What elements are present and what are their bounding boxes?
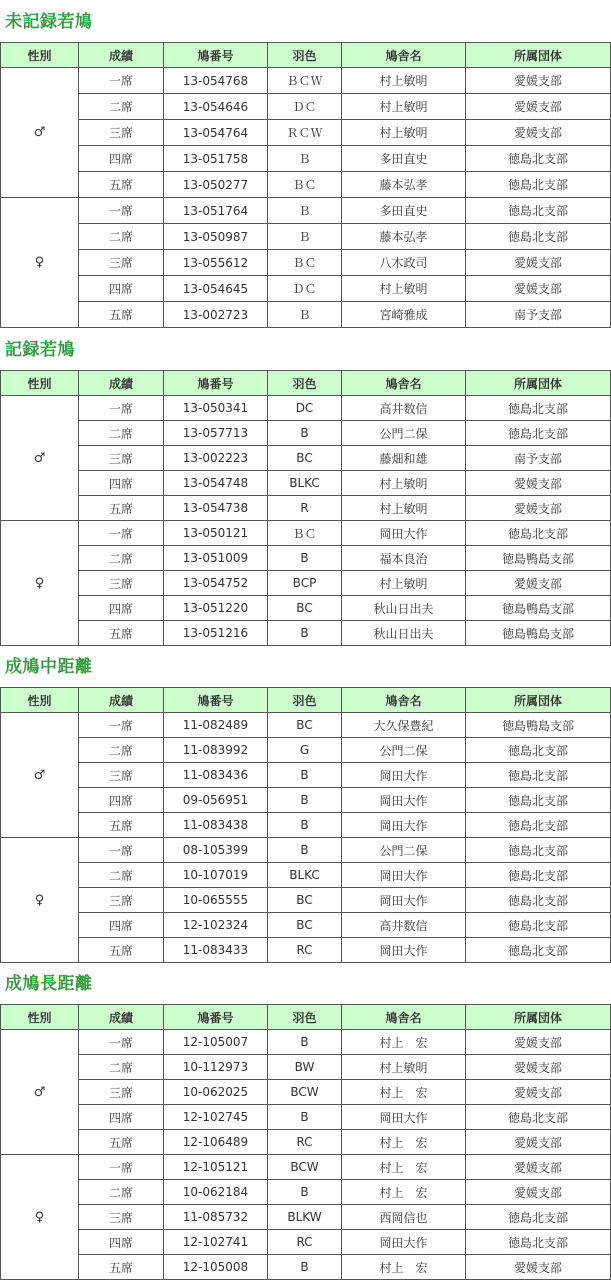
table-row — [1, 938, 611, 963]
column-header: 性別 — [1, 43, 79, 68]
band-number-cell: 12-102741 — [164, 1230, 268, 1255]
club-cell: 徳島北支部 — [466, 198, 611, 224]
color-cell: B — [268, 1180, 342, 1205]
color-cell: RC — [268, 1130, 342, 1155]
club-cell: 徳島北支部 — [466, 146, 611, 172]
column-header: 所属団体 — [466, 371, 611, 396]
club-cell: 愛媛支部 — [466, 1255, 611, 1280]
loft-name-cell: 福本良治 — [342, 546, 466, 571]
section-title: 記録若鳩 — [5, 340, 75, 360]
club-cell: 愛媛支部 — [466, 1180, 611, 1205]
color-cell: ＢＣ — [268, 250, 342, 276]
club-cell: 愛媛支部 — [466, 276, 611, 302]
rank-cell: 三席 — [79, 250, 164, 276]
rank-cell: 二席 — [79, 863, 164, 888]
column-header: 所属団体 — [466, 688, 611, 713]
rank-cell: 四席 — [79, 596, 164, 621]
color-cell: BC — [268, 913, 342, 938]
loft-name-cell: 岡田大作 — [342, 888, 466, 913]
column-header: 性別 — [1, 688, 79, 713]
section-title: 未記録若鳩 — [5, 12, 93, 32]
table-row — [1, 838, 611, 863]
color-cell: B — [268, 763, 342, 788]
band-number-cell: 13-054645 — [164, 276, 268, 302]
loft-name-cell: 高井数信 — [342, 396, 466, 421]
band-number-cell: 13-050341 — [164, 396, 268, 421]
loft-name-cell: 藤本弘孝 — [342, 224, 466, 250]
club-cell: 徳島北支部 — [466, 1105, 611, 1130]
club-cell: 徳島北支部 — [466, 938, 611, 963]
loft-name-cell: 公門二保 — [342, 738, 466, 763]
results-section — [0, 970, 611, 1280]
rank-cell: 五席 — [79, 496, 164, 521]
color-cell: Ｂ — [268, 198, 342, 224]
table-row — [1, 621, 611, 646]
band-number-cell: 13-051758 — [164, 146, 268, 172]
club-cell: 徳島北支部 — [466, 1230, 611, 1255]
loft-name-cell: 村上敏明 — [342, 1055, 466, 1080]
table-row — [1, 1230, 611, 1255]
band-number-cell: 13-054738 — [164, 496, 268, 521]
color-cell: BC — [268, 446, 342, 471]
table-row — [1, 302, 611, 328]
band-number-cell: 12-102745 — [164, 1105, 268, 1130]
column-header: 性別 — [1, 371, 79, 396]
band-number-cell: 09-056951 — [164, 788, 268, 813]
color-cell: BC — [268, 713, 342, 738]
rank-cell: 四席 — [79, 1105, 164, 1130]
band-number-cell: 12-105007 — [164, 1030, 268, 1055]
club-cell: 愛媛支部 — [466, 571, 611, 596]
band-number-cell: 10-112973 — [164, 1055, 268, 1080]
loft-name-cell: 岡田大作 — [342, 1105, 466, 1130]
band-number-cell: 10-107019 — [164, 863, 268, 888]
table-row — [1, 788, 611, 813]
color-cell: ＢＣ — [268, 521, 342, 546]
color-cell: BW — [268, 1055, 342, 1080]
band-number-cell: 13-050987 — [164, 224, 268, 250]
table-row — [1, 913, 611, 938]
rank-cell: 二席 — [79, 1055, 164, 1080]
table-row — [1, 421, 611, 446]
loft-name-cell: 八木政司 — [342, 250, 466, 276]
table-row — [1, 471, 611, 496]
color-cell: Ｂ — [268, 146, 342, 172]
color-cell: B — [268, 838, 342, 863]
band-number-cell: 13-051764 — [164, 198, 268, 224]
color-cell: BCP — [268, 571, 342, 596]
rank-cell: 三席 — [79, 888, 164, 913]
column-header: 性別 — [1, 1005, 79, 1030]
color-cell: ＲＣＷ — [268, 120, 342, 146]
rank-cell: 四席 — [79, 913, 164, 938]
band-number-cell: 13-050121 — [164, 521, 268, 546]
rank-cell: 二席 — [79, 224, 164, 250]
table-row — [1, 276, 611, 302]
results-table — [0, 42, 611, 328]
loft-name-cell: 村上敏明 — [342, 68, 466, 94]
loft-name-cell: 村上 宏 — [342, 1080, 466, 1105]
table-row — [1, 146, 611, 172]
rank-cell: 二席 — [79, 738, 164, 763]
table-header-row — [1, 1005, 611, 1030]
column-header: 成績 — [79, 1005, 164, 1030]
club-cell: 南予支部 — [466, 446, 611, 471]
loft-name-cell: 村上敏明 — [342, 571, 466, 596]
loft-name-cell: 村上敏明 — [342, 276, 466, 302]
loft-name-cell: 村上 宏 — [342, 1255, 466, 1280]
loft-name-cell: 村上 宏 — [342, 1180, 466, 1205]
club-cell: 愛媛支部 — [466, 250, 611, 276]
loft-name-cell: 岡田大作 — [342, 763, 466, 788]
club-cell: 愛媛支部 — [466, 1030, 611, 1055]
rank-cell: 一席 — [79, 396, 164, 421]
club-cell: 愛媛支部 — [466, 496, 611, 521]
column-header: 成績 — [79, 371, 164, 396]
rank-cell: 三席 — [79, 763, 164, 788]
loft-name-cell: 秋山日出夫 — [342, 596, 466, 621]
sex-cell: ♂ — [1, 1030, 79, 1155]
color-cell: DC — [268, 396, 342, 421]
color-cell: BC — [268, 888, 342, 913]
sex-cell: ♀ — [1, 1155, 79, 1280]
club-cell: 徳島北支部 — [466, 1205, 611, 1230]
column-header: 鳩番号 — [164, 371, 268, 396]
club-cell: 徳島鴨島支部 — [466, 621, 611, 646]
color-cell: B — [268, 546, 342, 571]
rank-cell: 一席 — [79, 1155, 164, 1180]
table-header-row — [1, 371, 611, 396]
rank-cell: 一席 — [79, 1030, 164, 1055]
band-number-cell: 13-050277 — [164, 172, 268, 198]
rank-cell: 一席 — [79, 68, 164, 94]
table-row — [1, 546, 611, 571]
sex-cell: ♀ — [1, 198, 79, 328]
table-row — [1, 571, 611, 596]
color-cell: BLKW — [268, 1205, 342, 1230]
band-number-cell: 11-082489 — [164, 713, 268, 738]
loft-name-cell: 村上敏明 — [342, 471, 466, 496]
rank-cell: 五席 — [79, 1130, 164, 1155]
band-number-cell: 11-083992 — [164, 738, 268, 763]
column-header: 羽色 — [268, 43, 342, 68]
loft-name-cell: 公門二保 — [342, 838, 466, 863]
band-number-cell: 12-102324 — [164, 913, 268, 938]
band-number-cell: 13-051216 — [164, 621, 268, 646]
loft-name-cell: 西岡信也 — [342, 1205, 466, 1230]
loft-name-cell: 岡田大作 — [342, 863, 466, 888]
rank-cell: 二席 — [79, 1180, 164, 1205]
color-cell: BCW — [268, 1155, 342, 1180]
club-cell: 愛媛支部 — [466, 1155, 611, 1180]
color-cell: BCW — [268, 1080, 342, 1105]
column-header: 所属団体 — [466, 1005, 611, 1030]
rank-cell: 一席 — [79, 521, 164, 546]
table-header-row — [1, 43, 611, 68]
band-number-cell: 13-054748 — [164, 471, 268, 496]
rank-cell: 五席 — [79, 172, 164, 198]
color-cell: ＢＣＷ — [268, 68, 342, 94]
rank-cell: 二席 — [79, 421, 164, 446]
club-cell: 徳島北支部 — [466, 396, 611, 421]
loft-name-cell: 村上敏明 — [342, 496, 466, 521]
loft-name-cell: 多田直史 — [342, 198, 466, 224]
band-number-cell: 13-054752 — [164, 571, 268, 596]
club-cell: 愛媛支部 — [466, 1080, 611, 1105]
rank-cell: 五席 — [79, 1255, 164, 1280]
band-number-cell: 12-105121 — [164, 1155, 268, 1180]
table-row — [1, 521, 611, 546]
rank-cell: 三席 — [79, 120, 164, 146]
band-number-cell: 13-055612 — [164, 250, 268, 276]
band-number-cell: 13-057713 — [164, 421, 268, 446]
table-row — [1, 496, 611, 521]
club-cell: 徳島北支部 — [466, 521, 611, 546]
club-cell: 徳島北支部 — [466, 421, 611, 446]
results-section — [0, 653, 611, 963]
rank-cell: 三席 — [79, 571, 164, 596]
color-cell: B — [268, 788, 342, 813]
results-table — [0, 687, 611, 963]
rank-cell: 五席 — [79, 621, 164, 646]
rank-cell: 四席 — [79, 146, 164, 172]
band-number-cell: 10-062025 — [164, 1080, 268, 1105]
club-cell: 徳島北支部 — [466, 888, 611, 913]
club-cell: 愛媛支部 — [466, 68, 611, 94]
loft-name-cell: 村上敏明 — [342, 120, 466, 146]
loft-name-cell: 大久保豊紀 — [342, 713, 466, 738]
table-row — [1, 1130, 611, 1155]
table-row — [1, 396, 611, 421]
sex-cell: ♂ — [1, 396, 79, 521]
loft-name-cell: 公門二保 — [342, 421, 466, 446]
club-cell: 徳島北支部 — [466, 863, 611, 888]
band-number-cell: 10-062184 — [164, 1180, 268, 1205]
color-cell: B — [268, 421, 342, 446]
column-header: 鳩舎名 — [342, 371, 466, 396]
rank-cell: 二席 — [79, 94, 164, 120]
column-header: 鳩番号 — [164, 43, 268, 68]
band-number-cell: 13-002723 — [164, 302, 268, 328]
band-number-cell: 13-054768 — [164, 68, 268, 94]
loft-name-cell: 岡田大作 — [342, 938, 466, 963]
club-cell: 徳島北支部 — [466, 224, 611, 250]
rank-cell: 五席 — [79, 813, 164, 838]
loft-name-cell: 藤畑和雄 — [342, 446, 466, 471]
loft-name-cell: 村上 宏 — [342, 1030, 466, 1055]
color-cell: Ｂ — [268, 302, 342, 328]
band-number-cell: 13-051220 — [164, 596, 268, 621]
table-row — [1, 763, 611, 788]
rank-cell: 一席 — [79, 713, 164, 738]
club-cell: 愛媛支部 — [466, 1055, 611, 1080]
club-cell: 南予支部 — [466, 302, 611, 328]
table-row — [1, 1255, 611, 1280]
table-row — [1, 1030, 611, 1055]
sex-cell: ♂ — [1, 713, 79, 838]
club-cell: 徳島北支部 — [466, 738, 611, 763]
club-cell: 愛媛支部 — [466, 120, 611, 146]
band-number-cell: 11-085732 — [164, 1205, 268, 1230]
section-title: 成鳩長距離 — [5, 974, 93, 994]
loft-name-cell: 藤本弘孝 — [342, 172, 466, 198]
rank-cell: 三席 — [79, 1205, 164, 1230]
table-row — [1, 813, 611, 838]
club-cell: 徳島北支部 — [466, 913, 611, 938]
loft-name-cell: 岡田大作 — [342, 521, 466, 546]
rank-cell: 四席 — [79, 276, 164, 302]
rank-cell: 二席 — [79, 546, 164, 571]
sex-cell: ♀ — [1, 838, 79, 963]
band-number-cell: 12-105008 — [164, 1255, 268, 1280]
club-cell: 徳島北支部 — [466, 788, 611, 813]
rank-cell: 三席 — [79, 446, 164, 471]
table-row — [1, 1080, 611, 1105]
column-header: 羽色 — [268, 688, 342, 713]
band-number-cell: 13-054764 — [164, 120, 268, 146]
color-cell: BLKC — [268, 471, 342, 496]
table-row — [1, 224, 611, 250]
column-header: 鳩番号 — [164, 688, 268, 713]
table-row — [1, 1105, 611, 1130]
table-row — [1, 1205, 611, 1230]
loft-name-cell: 村上敏明 — [342, 94, 466, 120]
table-row — [1, 888, 611, 913]
column-header: 鳩番号 — [164, 1005, 268, 1030]
club-cell: 徳島鴨島支部 — [466, 546, 611, 571]
band-number-cell: 11-083436 — [164, 763, 268, 788]
results-section — [0, 336, 611, 646]
club-cell: 愛媛支部 — [466, 1130, 611, 1155]
color-cell: B — [268, 1105, 342, 1130]
color-cell: RC — [268, 938, 342, 963]
column-header: 羽色 — [268, 371, 342, 396]
loft-name-cell: 岡田大作 — [342, 1230, 466, 1255]
loft-name-cell: 岡田大作 — [342, 813, 466, 838]
loft-name-cell: 多田直史 — [342, 146, 466, 172]
club-cell: 徳島北支部 — [466, 813, 611, 838]
color-cell: ＢＣ — [268, 172, 342, 198]
section-title: 成鳩中距離 — [5, 657, 93, 677]
color-cell: BC — [268, 596, 342, 621]
loft-name-cell: 村上 宏 — [342, 1130, 466, 1155]
band-number-cell: 11-083433 — [164, 938, 268, 963]
color-cell: BLKC — [268, 863, 342, 888]
loft-name-cell: 岡田大作 — [342, 788, 466, 813]
table-row — [1, 172, 611, 198]
loft-name-cell: 村上 宏 — [342, 1155, 466, 1180]
loft-name-cell: 宮崎雅成 — [342, 302, 466, 328]
club-cell: 愛媛支部 — [466, 94, 611, 120]
club-cell: 徳島鴨島支部 — [466, 596, 611, 621]
color-cell: ＤＣ — [268, 276, 342, 302]
rank-cell: 一席 — [79, 838, 164, 863]
band-number-cell: 10-065555 — [164, 888, 268, 913]
club-cell: 徳島鴨島支部 — [466, 713, 611, 738]
table-row — [1, 596, 611, 621]
table-row — [1, 863, 611, 888]
rank-cell: 四席 — [79, 788, 164, 813]
color-cell: B — [268, 1255, 342, 1280]
rank-cell: 四席 — [79, 471, 164, 496]
results-section — [0, 8, 611, 328]
club-cell: 徳島北支部 — [466, 763, 611, 788]
table-row — [1, 250, 611, 276]
band-number-cell: 12-106489 — [164, 1130, 268, 1155]
sex-cell: ♀ — [1, 521, 79, 646]
column-header: 鳩舎名 — [342, 43, 466, 68]
rank-cell: 五席 — [79, 938, 164, 963]
loft-name-cell: 高井数信 — [342, 913, 466, 938]
color-cell: B — [268, 813, 342, 838]
band-number-cell: 11-083438 — [164, 813, 268, 838]
column-header: 羽色 — [268, 1005, 342, 1030]
band-number-cell: 13-002223 — [164, 446, 268, 471]
color-cell: R — [268, 496, 342, 521]
rank-cell: 三席 — [79, 1080, 164, 1105]
table-row — [1, 198, 611, 224]
table-row — [1, 94, 611, 120]
results-table — [0, 370, 611, 646]
club-cell: 徳島北支部 — [466, 172, 611, 198]
table-row — [1, 713, 611, 738]
table-row — [1, 1055, 611, 1080]
table-row — [1, 1155, 611, 1180]
loft-name-cell: 秋山日出夫 — [342, 621, 466, 646]
band-number-cell: 08-105399 — [164, 838, 268, 863]
column-header: 鳩舎名 — [342, 688, 466, 713]
band-number-cell: 13-054646 — [164, 94, 268, 120]
column-header: 成績 — [79, 43, 164, 68]
results-table — [0, 1004, 611, 1280]
table-row — [1, 446, 611, 471]
sex-cell: ♂ — [1, 68, 79, 198]
color-cell: G — [268, 738, 342, 763]
column-header: 鳩舎名 — [342, 1005, 466, 1030]
rank-cell: 五席 — [79, 302, 164, 328]
club-cell: 徳島北支部 — [466, 838, 611, 863]
rank-cell: 一席 — [79, 198, 164, 224]
color-cell: B — [268, 621, 342, 646]
table-row — [1, 120, 611, 146]
column-header: 成績 — [79, 688, 164, 713]
club-cell: 愛媛支部 — [466, 471, 611, 496]
table-row — [1, 738, 611, 763]
table-header-row — [1, 688, 611, 713]
color-cell: Ｂ — [268, 224, 342, 250]
color-cell: ＤＣ — [268, 94, 342, 120]
band-number-cell: 13-051009 — [164, 546, 268, 571]
column-header: 所属団体 — [466, 43, 611, 68]
color-cell: B — [268, 1030, 342, 1055]
table-row — [1, 68, 611, 94]
color-cell: RC — [268, 1230, 342, 1255]
table-row — [1, 1180, 611, 1205]
rank-cell: 四席 — [79, 1230, 164, 1255]
